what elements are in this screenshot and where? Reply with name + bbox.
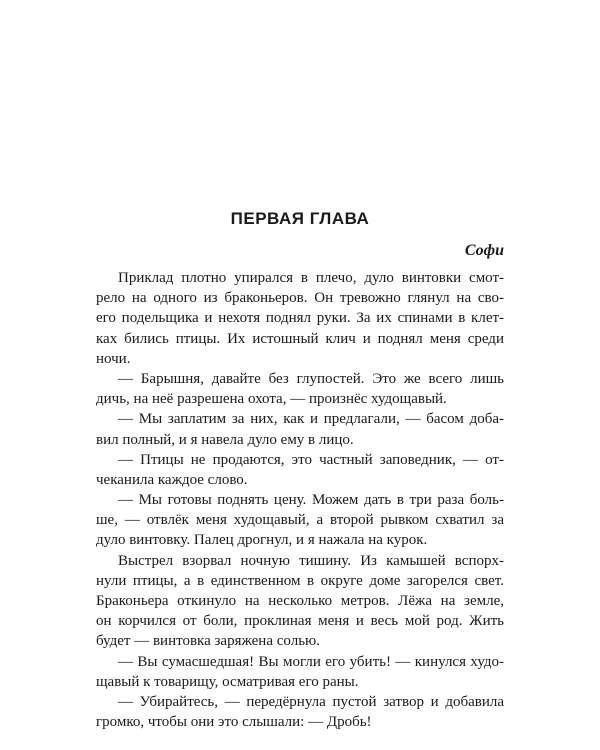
text-line: он корчился от боли, проклиная меня и весь мой род. Жить xyxy=(96,613,505,630)
text-line: — Мы заплатим за них, как и предлагали, — басом доба- xyxy=(118,411,505,428)
text-line: Приклад плотно упирался в плечо, дуло винтовки смот- xyxy=(118,270,505,286)
text-line: чеканила каждое слово. xyxy=(96,471,248,488)
text-line: щавый к товарищу, осматривая его раны. xyxy=(96,673,359,690)
text-line: — Птицы не продаются, это частный заповедник, — от- xyxy=(118,451,504,468)
chapter-pov-name: Софи xyxy=(464,242,504,259)
chapter-body xyxy=(96,268,504,732)
text-line: дичь, на неё разрешена охота, — произнёс худощавый. xyxy=(96,391,447,408)
chapter-title: ПЕРВАЯ ГЛАВА xyxy=(230,209,370,228)
text-line: — Убирайтесь, — передёрнула пустой затвор и добавила xyxy=(118,693,504,710)
text-line: — Мы готовы поднять цену. Можем дать в три раза боль- xyxy=(118,492,504,509)
text-line: — Барышня, давайте без глупостей. Это же всего лишь xyxy=(118,370,505,387)
text-line: громко, чтобы они это слышали: — Дробь! xyxy=(96,714,372,731)
text-line: дуло винтовку. Палец дрогнул, и я нажала на курок. xyxy=(96,532,428,549)
text-line: рело на одного из браконьеров. Он тревожно глянул на сво- xyxy=(96,290,505,307)
text-line: ках бились птицы. Их истошный клич и поднял меня среди xyxy=(96,330,504,347)
text-line: Выстрел взорвал ночную тишину. Из камышей вспорх- xyxy=(118,552,504,569)
text-line: — Вы сумасшедшая! Вы могли его убить! — кинулся худо- xyxy=(118,653,504,670)
text-line: Браконьера откинуло на несколько метров. Лёжа на земле, xyxy=(96,593,505,609)
text-line: будет — винтовка заряжена солью. xyxy=(96,633,320,650)
text-line: его подельщика и нехотя поднял руки. За их спинами в клет- xyxy=(96,310,505,327)
text-line: вил полный, и я навела дуло ему в лицо. xyxy=(96,431,354,448)
text-line: ночи. xyxy=(96,350,131,367)
text-line: ше, — отвлёк меня худощавый, а второй рывком схватил за xyxy=(96,512,504,529)
text-line: нули птицы, а в единственном в округе доме загорелся свет. xyxy=(96,572,504,589)
